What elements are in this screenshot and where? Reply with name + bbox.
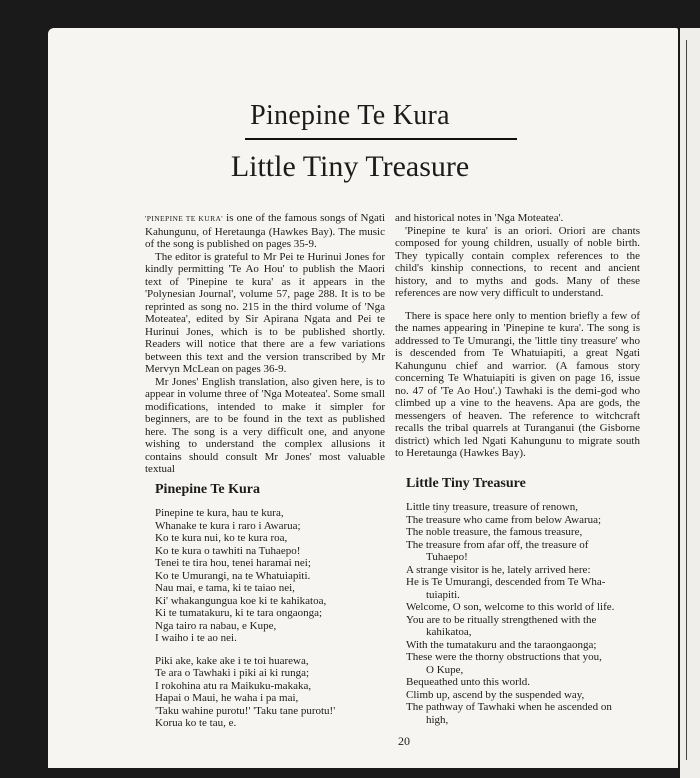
poem-line: You are to be ritually strengthened with the bbox=[406, 613, 597, 626]
intro-right-column bbox=[395, 212, 640, 460]
poem-line: Hapai o Maui, he waha i pa mai, bbox=[155, 692, 299, 704]
poem-line: I rokohina atu ra Maikuku-makaka, bbox=[155, 679, 312, 692]
poem-line: tuiapiti. bbox=[426, 588, 460, 601]
poem-line: Ko te kura o tawhiti na Tuhaepo! bbox=[155, 544, 301, 557]
poem-line: A strange visitor is he, lately arrived here: bbox=[406, 563, 591, 576]
maori-poem bbox=[155, 507, 335, 730]
english-translation-heading: Little Tiny Treasure bbox=[406, 476, 526, 491]
poem-line: Climb up, ascend by the suspended way, bbox=[406, 688, 585, 701]
poem-line: Pinepine te kura, hau te kura, bbox=[155, 507, 284, 519]
intro-paragraph-6: There is space here only to mention briefly a few of the names appearing in 'Pinepine te kura'. The song is addressed to Te Umurangi, the 'little tiny treasure' who is descended from Te Whatuiapiti, a great Ngati Kahungunu chief and warrior. (A famous story concerning Te Whatuiapiti is given on page 16, issue no. 47 of 'Te Ao Hou'.) Tawhaki is the demi-god who climbed up a vine to the heavens. Apa are gods, the messengers of heaven. The reference to witchcraft recalls the tribal quarrels at Turanganui (the Gisborne district) which led Ngati Kahungunu to migrate south to Heretaunga (Hawkes Bay). bbox=[395, 309, 640, 459]
poem-line: I waiho i te ao nei. bbox=[155, 632, 237, 644]
intro-paragraph-5: 'Pinepine te kura' is an oriori. Oriori are chants composed for young children, usually of noble birth. They typically contain complex references to the child's kinship connections, to recent and ancient history, and to myths and gods. Many of these references are now very difficult to understand. bbox=[395, 224, 640, 299]
poem-line: Tenei te tira hou, tenei haramai nei; bbox=[155, 557, 311, 569]
poem-line: Bequeathed unto this world. bbox=[406, 676, 531, 688]
poem-line: Nau mai, e tama, ki te taiao nei, bbox=[155, 582, 295, 594]
poem-line: 'Taku wahine purotu!' 'Taku tane purotu!' bbox=[155, 704, 336, 717]
poem-line: Ko te Umurangi, na te Whatuiapiti. bbox=[155, 569, 311, 582]
poem-line: Nga tairo ra nabau, e Kupe, bbox=[155, 619, 277, 632]
poem-line: The noble treasure, the famous treasure, bbox=[406, 526, 583, 538]
intro-paragraph-3: Mr Jones' English translation, also given here, is to appear in volume three of 'Nga Moteatea'. Some small modifications, intended to make it simpler for beginners, are to be found in the text as published here. The song is a very difficult one, and anyone wishing to understand the complex allusions it contains should consult Mr Jones' most valuable textual bbox=[145, 375, 385, 475]
poem-line: O Kupe, bbox=[426, 663, 464, 676]
stanza-break bbox=[155, 645, 335, 655]
page-subtitle: Little Tiny Treasure bbox=[230, 150, 470, 183]
intro-paragraph-4: and historical notes in 'Nga Moteatea'. bbox=[395, 212, 564, 224]
poem-line: He is Te Umurangi, descended from Te Wha- bbox=[406, 576, 606, 588]
poem-line: These were the thorny obstructions that you, bbox=[406, 651, 602, 663]
poem-line: Piki ake, kake ake i te toi huarewa, bbox=[155, 654, 309, 667]
next-page-edge bbox=[680, 28, 700, 778]
intro-paragraph-1: 'PINEPINE TE KURA' is one of the famous songs of Ngati Kahungunu, of Heretaunga (Hawkes Bay). The music of the song is published on pages 35-9. bbox=[145, 212, 386, 250]
poem-line: Ki te tumatakuru, ki te tara ongaonga; bbox=[155, 607, 323, 619]
poem-line: kahikatoa, bbox=[426, 626, 472, 638]
page-gutter-line bbox=[686, 40, 687, 760]
poem-line: The treasure from afar off, the treasure of bbox=[406, 538, 589, 551]
poem-line: With the tumatakuru and the taraongaonga; bbox=[406, 638, 597, 651]
poem-line: Whanake te kura i raro i Awarua; bbox=[155, 519, 301, 532]
maori-text-heading: Pinepine Te Kura bbox=[155, 482, 261, 497]
poem-line: The pathway of Tawhaki when he ascended on bbox=[406, 701, 612, 713]
poem-line: Welcome, O son, welcome to this world of life. bbox=[406, 601, 615, 613]
english-poem bbox=[406, 501, 656, 726]
poem-line: The treasure who came from below Awarua; bbox=[406, 513, 602, 526]
poem-line: Korua ko te tau, e. bbox=[155, 717, 237, 729]
title-divider bbox=[245, 138, 517, 140]
poem-line: Te ara o Tawhaki i piki ai ki runga; bbox=[155, 667, 310, 679]
poem-line: Little tiny treasure, treasure of renown, bbox=[406, 501, 578, 513]
intro-left-column bbox=[145, 212, 385, 476]
song-title-smallcaps: 'PINEPINE TE KURA' bbox=[145, 214, 224, 223]
poem-line: Ko te kura nui, ko te kura roa, bbox=[155, 532, 288, 544]
poem-line: high, bbox=[426, 713, 449, 726]
page-title: Pinepine Te Kura bbox=[250, 100, 450, 131]
page-number: 20 bbox=[398, 734, 410, 748]
poem-line: Ki' whakangungua koe ki te kahikatoa, bbox=[155, 594, 327, 607]
poem-line: Tuhaepo! bbox=[426, 551, 468, 563]
intro-paragraph-2: The editor is grateful to Mr Pei te Hurinui Jones for kindly permitting 'Te Ao Hou' to publish the Maori text of 'Pinepine te kura' as it appears in the 'Polynesian Journal', volume 57, page 288. It is to be reprinted as song no. 215 in the third volume of 'Nga Moteatea', edited by Sir Apirana Ngata and Pei te Hurinui Jones, which is to be published shortly. Readers will notice that there are a few variations between this text and the version transcribed by Mr Mervyn McLean on pages 36-9. bbox=[145, 250, 385, 375]
